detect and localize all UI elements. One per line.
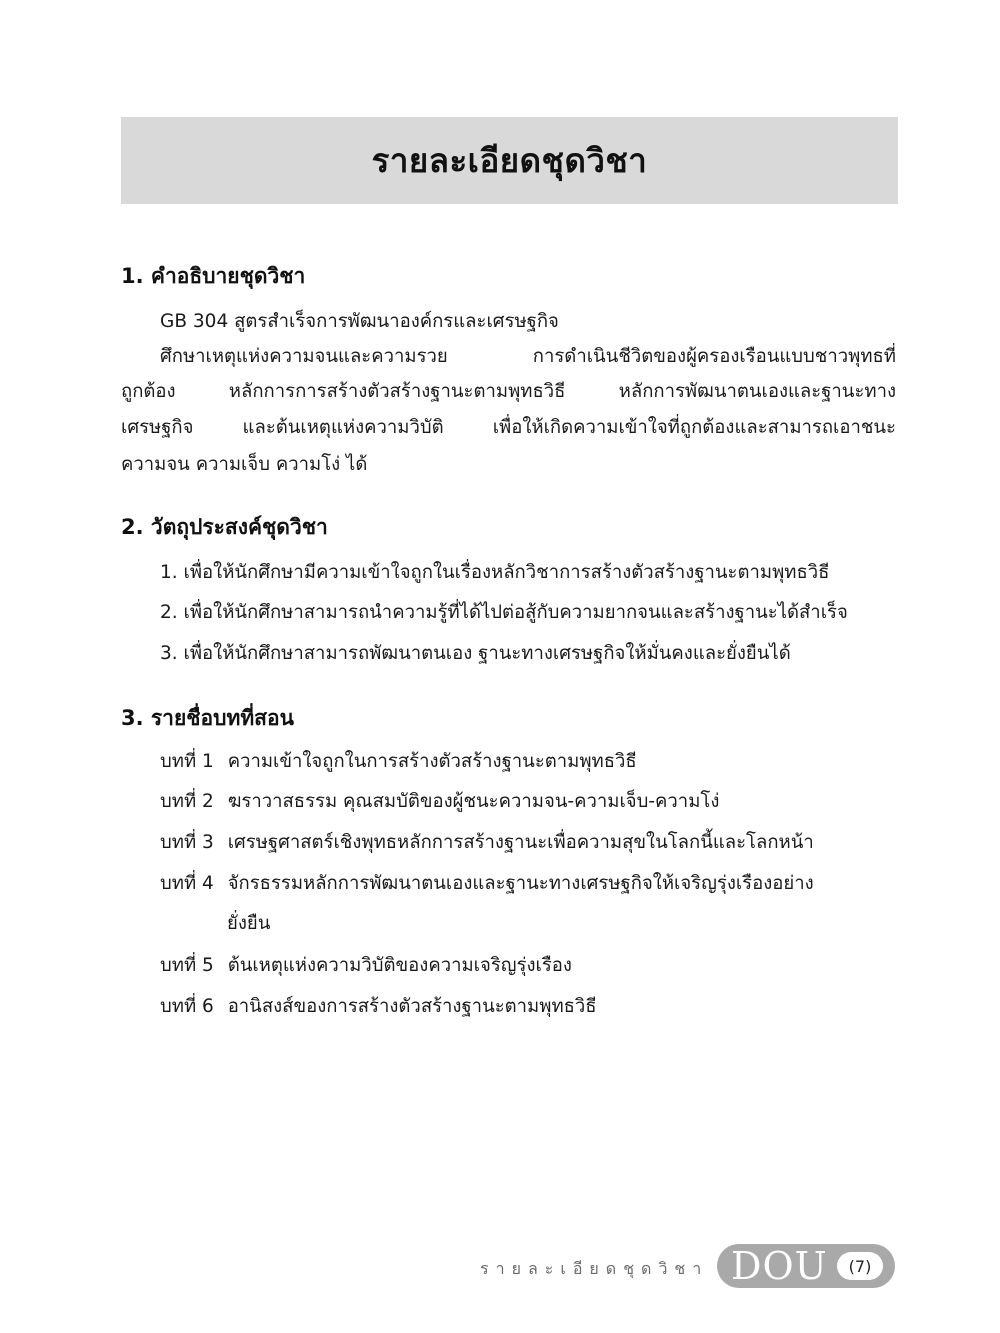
section3-heading: 3. รายชื่อบทที่สอน bbox=[121, 706, 294, 730]
objective-item-3: 3. เพื่อให้นักศึกษาสามารถพัฒนาตนเอง ฐานะทางเศรษฐกิจให้มั่นคงและยั่งยืนได้ bbox=[160, 643, 791, 664]
title-banner bbox=[121, 117, 898, 204]
course-code-line: GB 304 สูตรสำเร็จการพัฒนาองค์กรและเศรษฐกิจ bbox=[160, 311, 559, 332]
chapter-item-4-continuation: ยั่งยืน bbox=[227, 913, 271, 934]
chapter-item-3 bbox=[160, 831, 814, 855]
page-number: (7) bbox=[837, 1252, 883, 1280]
objective-item-2: 2. เพื่อให้นักศึกษาสามารถนำความรู้ที่ได้ไปต่อสู้กับความยากจนและสร้างฐานะได้สำเร็จ bbox=[160, 602, 848, 623]
chapter-title: เศรษฐศาสตร์เชิงพุทธหลักการสร้างฐานะเพื่อความสุขในโลกนี้และโลกหน้า bbox=[227, 832, 814, 853]
chapter-item-4 bbox=[160, 872, 814, 896]
chapter-title: ต้นเหตุแห่งความวิบัติของความเจริญรุ่งเรือง bbox=[227, 955, 572, 976]
chapter-item-2 bbox=[160, 790, 719, 814]
chapter-title: ฆราวาสธรรม คุณสมบัติของผู้ชนะความจน-ความเจ็บ-ความโง่ bbox=[227, 791, 720, 812]
desc-line-4: ความจน ความเจ็บ ความโง่ ได้ bbox=[121, 454, 368, 475]
dou-logo-badge bbox=[717, 1244, 895, 1288]
chapter-number: บทที่ 3 bbox=[160, 832, 214, 853]
page-title: รายละเอียดชุดวิชา bbox=[371, 141, 648, 180]
dou-logo: DOU bbox=[731, 1244, 828, 1288]
objective-item-1: 1. เพื่อให้นักศึกษามีความเข้าใจถูกในเรื่องหลักวิชาการสร้างตัวสร้างฐานะตามพุทธวิธี bbox=[160, 562, 830, 583]
chapter-title: อานิสงส์ของการสร้างตัวสร้างฐานะตามพุทธวิธี bbox=[227, 996, 597, 1017]
footer-running-title: รายละเอียดชุดวิชา bbox=[480, 1259, 709, 1278]
chapter-title: ความเข้าใจถูกในการสร้างตัวสร้างฐานะตามพุทธวิธี bbox=[227, 751, 637, 772]
desc-line-3: เศรษฐกิจ และต้นเหตุแห่งความวิบัติ เพื่อให้เกิดความเข้าใจที่ถูกต้องและสามารถเอาชนะ bbox=[121, 417, 896, 438]
chapter-number: บทที่ 2 bbox=[160, 791, 214, 812]
chapter-item-5 bbox=[160, 954, 572, 978]
desc-line-1: ศึกษาเหตุแห่งความจนและความรวย การดำเนินชีวิตของผู้ครองเรือนแบบชาวพุทธที่ bbox=[160, 346, 896, 367]
chapter-title: จักรธรรมหลักการพัฒนาตนเองและฐานะทางเศรษฐกิจให้เจริญรุ่งเรืองอย่าง bbox=[227, 873, 814, 894]
section2-heading: 2. วัตถุประสงค์ชุดวิชา bbox=[121, 515, 328, 539]
chapter-number: บทที่ 6 bbox=[160, 996, 214, 1017]
chapter-item-6 bbox=[160, 995, 597, 1019]
desc-line-2: ถูกต้อง หลักการการสร้างตัวสร้างฐานะตามพุทธวิธี หลักการพัฒนาตนเองและฐานะทาง bbox=[121, 381, 896, 402]
section1-heading: 1. คำอธิบายชุดวิชา bbox=[121, 264, 306, 288]
chapter-number: บทที่ 5 bbox=[160, 955, 214, 976]
chapter-item-1 bbox=[160, 750, 637, 774]
chapter-number: บทที่ 1 bbox=[160, 751, 214, 772]
chapter-number: บทที่ 4 bbox=[160, 873, 214, 894]
